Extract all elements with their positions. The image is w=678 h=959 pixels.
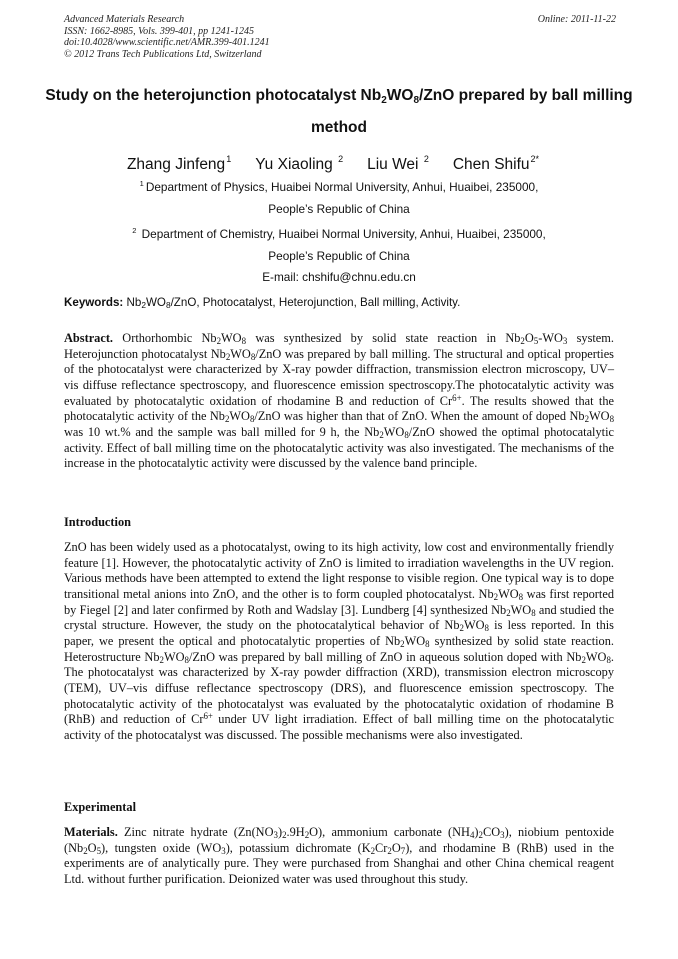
email-line: E-mail: chshifu@chnu.edu.cn <box>262 270 416 284</box>
paper-title: Study on the heterojunction photocatalyst $Nb_2WO_8$/ZnO prepared by ball milling method <box>45 87 633 136</box>
author: Liu Wei $^2$ <box>367 154 429 173</box>
author-list <box>40 148 638 176</box>
copyright-line: © 2012 Trans Tech Publications Ltd, Switzerland <box>64 48 262 60</box>
author: Chen Shifu$^{2*}$ <box>452 154 540 173</box>
author: Yu Xiaoling $^2$ <box>255 154 344 173</box>
issn-line: ISSN: 1662-8985, Vols. 399-401, pp 1241-1245 <box>64 25 254 37</box>
experimental-heading: Experimental <box>64 800 136 814</box>
online-date: Online: 2011-11-22 <box>537 14 616 25</box>
keywords-line: Keywords: $Nb_2WO_8$/ZnO, Photocatalyst, Heterojunction, Ball milling, Activity. <box>64 296 461 311</box>
introduction-heading: Introduction <box>64 515 131 529</box>
doi-line: doi:10.4028/www.scientific.net/AMR.399-401.1241 <box>64 37 270 49</box>
affiliation-2: $^2$ Department of Chemistry, Huaibei Normal University, Anhui, Huaibei, 235000, <box>132 226 546 241</box>
materials-paragraph: Materials. Zinc nitrate hydrate $(Zn(NO_3)_2.9H_2O)$, ammonium carbonate $(NH_4)_2CO_3$), niobium pentoxide $(Nb_2O_5)$, tungsten oxide $(WO_3)$, potassium dichromate $(K_2Cr_2O_7)$, and rhodamine B (RhB) used in the experiments are of analytically pure. They were purchased from Shanghai and other China chemical reagent Ltd. without further purification. Deionized water was used throughout this study. <box>64 825 614 886</box>
affiliation-1: $^1$ Department of Physics, Huaibei Normal University, Anhui, Huaibei, 235000, <box>139 179 539 194</box>
affiliation-2-country: People’s Republic of China <box>268 248 410 263</box>
introduction-paragraph: ZnO has been widely used as a photocatalyst, owing to its high activity, low cost and environmentally friendly feature [1]. However, the photocatalytic activity of ZnO is limited to irradiation wavelengths in the UV region. Various methods have been attempted to extend the light response to visible region. One typical way is to dope transitional metal anions into ZnO, and the other is to form coupled photocatalyst. $Nb_2WO_8$ was first reported by Fiegel [2] and later confirmed by Roth and Wadslay [3]. Lundberg [4] synthesized $Nb_2WO_8$ and studied the crystal structure. However, the study on the photocatalytical behavior of $Nb_2WO_8$ is less reported. In this paper, we present the optical and photocatalytic properties of $Nb_2WO_8$ synthesized by solid state reaction. Heterostructure $Nb_2WO_8$/ZnO was prepared by ball milling of ZnO in aqueous solution doped with $Nb_2WO_8$. The photocatalyst was characterized by X-ray powder diffraction (XRD), transmission electron microscopy (TEM), UV–vis diffuse reflectance spectroscopy (DRS), and fluorescence emission spectroscopy. The photocatalytic activity of the photocatalyst was evaluated by the photocatalytic oxidation of rhodamine B (RhB) and reduction of $Cr^{6+}$ under UV light irradiation. Effect of ball milling time on the photocatalytic activity of the photocatalyst was discussed. The possible mechanisms were also investigated. <box>64 540 615 742</box>
journal-header <box>64 14 616 60</box>
affiliations <box>40 173 638 289</box>
author: Zhang Jinfeng$^1$ <box>126 154 232 173</box>
affiliation-1-country: People’s Republic of China <box>268 201 410 216</box>
abstract-paragraph: Abstract. Orthorhombic $Nb_2WO_8$ was synthesized by solid state reaction in $Nb_2O_5-WO_3$ system. Heterojunction photocatalyst $Nb_2WO_8$/ZnO was prepared by ball milling. The structural and optical properties of the photocatalyst were characterized by X-ray powder diffraction, transmission electron microscopy, UV–vis diffuse reflectance spectroscopy, and fluorescence emission spectroscopy.The photocatalytic activity was evaluated by photocatalytic oxidation of rhodamine B and reduction of $Cr^{6+}$. The results showed that the photocatalytic activity of the $Nb_2WO_8$/ZnO was higher than that of ZnO. When the amount of doped $Nb_2WO_8$ was 10 wt.% and the sample was ball milled for 9 h, the $Nb_2WO_8$/ZnO showed the optimal photocatalytic activity. Effect of ball milling time on the photocatalytic activity was also investigated. The mechanisms of the increase in the photocatalytic activity were discussed by the valence band principle. <box>64 331 615 471</box>
journal-name: Advanced Materials Research <box>64 14 185 25</box>
